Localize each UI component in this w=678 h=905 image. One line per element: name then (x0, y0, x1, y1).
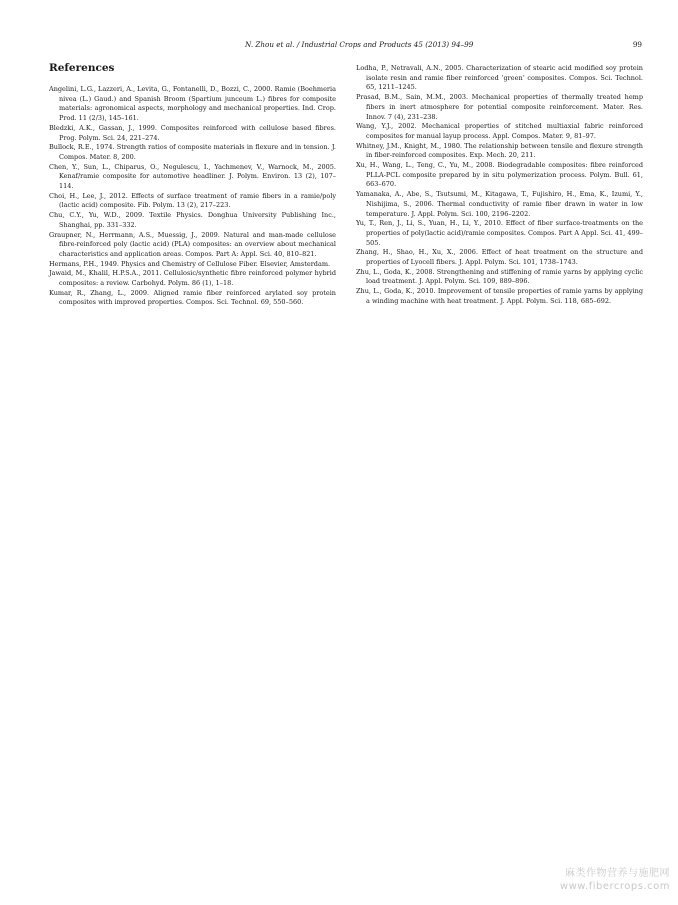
reference-item: Hermans, P.H., 1949. Physics and Chemistry of Cellulose Fiber. Elsevier, Amsterdam. (49, 259, 331, 268)
reference-item: Yamanaka, A., Abe, S., Tsutsumi, M., Kitagawa, T., Fujishiro, H., Ema, K., Izumi, Y., Nishijima, S., 2006. Thermal conductivity of ramie fiber drawn in water in low temperature. J. Appl. Polym. Sci. 100, 2196–2202. (356, 190, 643, 218)
watermark (560, 867, 670, 893)
page-number: 99 (632, 40, 642, 49)
watermark-site-name: 麻类作物营养与施肥网 (565, 868, 670, 879)
reference-item: Yu, T., Ren, J., Li, S., Yuan, H., Li, Y., 2010. Effect of fiber surface-treatments on the properties of poly(lactic acid)/ramie composites. Compos. Part A Appl. Sci. 41, 499–505. (356, 219, 643, 247)
reference-item: Bullock, R.E., 1974. Strength ratios of composite materials in flexure and in tension. J. Compos. Mater. 8, 200. (49, 143, 336, 161)
reference-item: Whitney, J.M., Knight, M., 1980. The relationship between tensile and flexure strength in fiber-reinforced composites. Exp. Mech. 20, 211. (356, 141, 643, 160)
reference-item: Prasad, B.M., Sain, M.M., 2003. Mechanical properties of thermally treated hemp fibers in inert atmosphere for potential composite reinforcement. Mater. Res. Innov. 7 (4), 231–238. (356, 93, 643, 121)
watermark-url: www.fibercrops.com (559, 881, 670, 892)
reference-item: Xu, H., Wang, L., Teng, C., Yu, M., 2008. Biodegradable composites: fibre reinforced PLLA-PCL composite prepared by in situ polymerization process. Polym. Bull. 61, 663–670. (356, 161, 643, 189)
reference-item: Angelini, L.G., Lazzeri, A., Levita, G., Fontanelli, D., Bozzi, C., 2000. Ramie (Boehmeria nivea (L.) Gaud.) and Spanish Broom (Spartium junceum L.) fibres for composite materials: agronomical aspects, morphology and mechanical properties. Ind. Crop. Prod. 11 (2/3), 145–161. (49, 85, 336, 123)
reference-item: Bledzki, A.K., Gassan, J., 1999. Composites reinforced with cellulose based fibres. Prog. Polym. Sci. 24, 221–274. (49, 123, 336, 142)
reference-item: Graupner, N., Herrmann, A.S., Muessig, J., 2009. Natural and man-made cellulose fibre-reinforced poly (lactic acid) (PLA) composites: an overview about mechanical characteristics and application areas. Compos. Part A: Appl. Sci. 40, 810–821. (49, 230, 336, 258)
reference-item: Chu, C.Y., Yu, W.D., 2009. Textile Physics. Donghua University Publishing Inc., Shanghai, pp. 331–332. (49, 211, 336, 229)
reference-item: Zhu, L., Goda, K., 2008. Strengthening and stiffening of ramie yarns by applying cyclic load treatment. J. Appl. Polym. Sci. 109, 889–896. (356, 267, 643, 286)
reference-item: Chen, Y., Sun, L., Chiparus, O., Negulescu, I., Yachmenev, V., Warnock, M., 2005. Kenaf/ramie composite for automotive headliner. J. Polym. Environ. 13 (2), 107–114. (49, 162, 336, 191)
references-right-column (356, 64, 643, 307)
reference-item: Zhang, H., Shao, H., Xu, X., 2006. Effect of heat treatment on the structure and properties of Lyocell fibers. J. Appl. Polym. Sci. 101, 1738–1743. (356, 248, 643, 267)
reference-item: Choi, H., Lee, J., 2012. Effects of surface treatment of ramie fibers in a ramie/poly (lactic acid) composite. Fib. Polym. 13 (2), 217–223. (49, 191, 336, 210)
reference-item: Zhu, L., Goda, K., 2010. Improvement of tensile properties of ramie yarns by applying a winding machine with heat treatment. J. Appl. Polym. Sci. 118, 685–692. (356, 287, 643, 305)
references-heading: References (49, 62, 115, 74)
reference-item: Wang, Y.J., 2002. Mechanical properties of stitched multiaxial fabric reinforced composites for manual layup process. Appl. Compos. Mater. 9, 81–97. (356, 122, 643, 140)
reference-item: Lodha, P., Netravali, A.N., 2005. Characterization of stearic acid modified soy protein isolate resin and ramie fiber reinforced ‘green’ composites. Compos. Sci. Technol. 65, 1211–1245. (356, 64, 643, 92)
reference-item: Jawaid, M., Khalil, H.P.S.A., 2011. Cellulosic/synthetic fibre reinforced polymer hybrid composites: a review. Carbohyd. Polym. 86 (1), 1–18. (49, 269, 336, 288)
references-left-column (49, 85, 336, 308)
running-header: N. Zhou et al. / Industrial Crops and Products 45 (2013) 94–99 (245, 40, 474, 49)
reference-item: Kumar, R., Zhang, L., 2009. Aligned ramie fiber reinforced arylated soy protein composites with improved properties. Compos. Sci. Technol. 69, 550–560. (49, 288, 336, 307)
